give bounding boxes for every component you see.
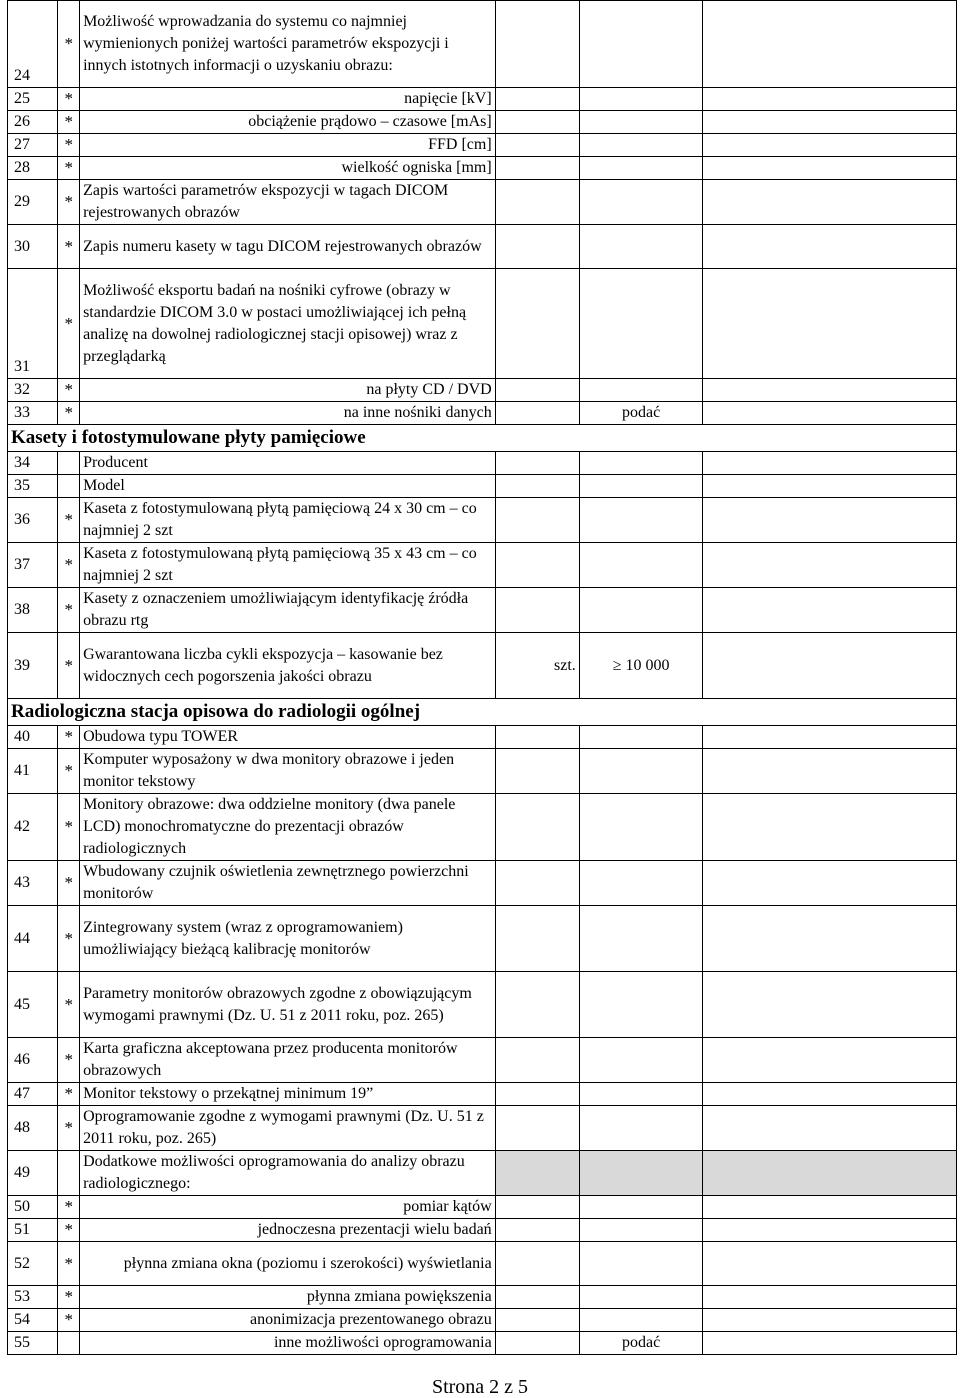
row-number: 50 [8,1196,58,1219]
offered-parameter-cell [703,1286,957,1309]
unit-cell [495,157,579,180]
value-cell [579,1309,703,1332]
value-cell [579,726,703,749]
table-row [8,269,957,379]
value-cell [579,498,703,543]
value-cell [579,794,703,861]
required-mark: * [58,498,80,543]
row-number: 53 [8,1286,58,1309]
unit-cell [495,861,579,906]
row-number: 42 [8,794,58,861]
unit-cell [495,972,579,1038]
table-row [8,134,957,157]
value-cell [579,749,703,794]
row-description: Kaseta z fotostymulowaną płytą pamięciową 24 x 30 cm – co najmniej 2 szt [80,498,496,543]
offered-parameter-cell [703,498,957,543]
unit-cell [495,1151,579,1196]
unit-cell [495,180,579,225]
unit-cell [495,402,579,425]
offered-parameter-cell [703,1219,957,1242]
row-description: napięcie [kV] [80,88,496,111]
row-description: Gwarantowana liczba cykli ekspozycja – kasowanie bez widocznych cech pogorszenia jakości obrazu [80,633,496,699]
table-row [8,1242,957,1286]
row-description: na płyty CD / DVD [80,379,496,402]
unit-cell [495,1286,579,1309]
unit-cell [495,1196,579,1219]
row-description: Kasety z oznaczeniem umożliwiającym identyfikację źródła obrazu rtg [80,588,496,633]
value-cell [579,475,703,498]
value-cell [579,452,703,475]
section-title: Kasety i fotostymulowane płyty pamięciowe [8,425,957,452]
offered-parameter-cell [703,588,957,633]
row-description: Dodatkowe możliwości oprogramowania do analizy obrazu radiologicznego: [80,1151,496,1196]
row-description: FFD [cm] [80,134,496,157]
unit-cell [495,1242,579,1286]
offered-parameter-cell [703,1106,957,1151]
value-cell [579,1151,703,1196]
required-mark: * [58,543,80,588]
section-header-row [8,699,957,726]
row-number: 31 [8,269,58,379]
table-row [8,180,957,225]
unit-cell [495,225,579,269]
required-mark: * [58,180,80,225]
value-cell [579,134,703,157]
row-description: Oprogramowanie zgodne z wymogami prawnymi (Dz. U. 51 z 2011 roku, poz. 265) [80,1106,496,1151]
table-row [8,588,957,633]
offered-parameter-cell [703,88,957,111]
row-number: 32 [8,379,58,402]
required-mark: * [58,1242,80,1286]
unit-cell [495,1106,579,1151]
value-cell [579,1286,703,1309]
section-title: Radiologiczna stacja opisowa do radiologii ogólnej [8,699,957,726]
table-row [8,379,957,402]
row-description: pomiar kątów [80,1196,496,1219]
row-description: Producent [80,452,496,475]
row-number: 33 [8,402,58,425]
offered-parameter-cell [703,633,957,699]
required-mark: * [58,379,80,402]
unit-cell [495,1332,579,1355]
row-description: Wbudowany czujnik oświetlenia zewnętrznego powierzchni monitorów [80,861,496,906]
offered-parameter-cell [703,543,957,588]
required-mark: * [58,225,80,269]
row-description: płynna zmiana powiększenia [80,1286,496,1309]
row-number: 48 [8,1106,58,1151]
table-row [8,749,957,794]
row-number: 45 [8,972,58,1038]
unit-cell [495,498,579,543]
required-mark [58,475,80,498]
required-mark: * [58,726,80,749]
required-mark: * [58,1106,80,1151]
offered-parameter-cell [703,111,957,134]
offered-parameter-cell [703,1,957,88]
row-description: Zapis numeru kasety w tagu DICOM rejestrowanych obrazów [80,225,496,269]
value-cell [579,111,703,134]
table-row [8,1151,957,1196]
offered-parameter-cell [703,1332,957,1355]
table-row [8,1219,957,1242]
required-mark: * [58,1309,80,1332]
value-cell [579,861,703,906]
value-cell [579,1242,703,1286]
value-cell: podać [579,402,703,425]
row-description: Możliwość eksportu badań na nośniki cyfrowe (obrazy w standardzie DICOM 3.0 w postaci umożliwiającej ich pełną analizę na dowolnej radiologicznej stacji opisowej) wraz z przeglądarką [80,269,496,379]
offered-parameter-cell [703,225,957,269]
required-mark: * [58,1196,80,1219]
table-row [8,498,957,543]
required-mark: * [58,134,80,157]
required-mark: * [58,269,80,379]
table-row [8,906,957,972]
unit-cell [495,588,579,633]
page-number: Strona 2 z 5 [431,1376,529,1398]
unit-cell [495,1038,579,1083]
value-cell [579,269,703,379]
unit-cell [495,726,579,749]
row-number: 28 [8,157,58,180]
table-row [8,452,957,475]
required-mark: * [58,111,80,134]
offered-parameter-cell [703,861,957,906]
row-number: 34 [8,452,58,475]
value-cell [579,225,703,269]
unit-cell [495,1309,579,1332]
row-description: Kaseta z fotostymulowaną płytą pamięciową 35 x 43 cm – co najmniej 2 szt [80,543,496,588]
required-mark [58,1151,80,1196]
table-row [8,1,957,88]
table-row [8,972,957,1038]
table-row [8,1309,957,1332]
row-number: 46 [8,1038,58,1083]
required-mark: * [58,588,80,633]
value-cell [579,379,703,402]
row-number: 29 [8,180,58,225]
row-number: 30 [8,225,58,269]
value-cell [579,1083,703,1106]
value-cell [579,588,703,633]
value-cell [579,972,703,1038]
value-cell [579,88,703,111]
offered-parameter-cell [703,1309,957,1332]
unit-cell [495,1083,579,1106]
unit-cell [495,794,579,861]
table-row [8,633,957,699]
value-cell [579,1106,703,1151]
row-number: 54 [8,1309,58,1332]
row-number: 49 [8,1151,58,1196]
unit-cell [495,1,579,88]
offered-parameter-cell [703,379,957,402]
required-mark: * [58,633,80,699]
unit-cell [495,1219,579,1242]
required-mark: * [58,1083,80,1106]
specification-table [7,0,957,1355]
required-mark: * [58,1219,80,1242]
row-description: wielkość ogniska [mm] [80,157,496,180]
row-description: Możliwość wprowadzania do systemu co najmniej wymienionych poniżej wartości parametrów ekspozycji i innych istotnych informacji o uzyskaniu obrazu: [80,1,496,88]
required-mark: * [58,157,80,180]
required-mark: * [58,749,80,794]
row-number: 55 [8,1332,58,1355]
table-row [8,794,957,861]
unit-cell [495,543,579,588]
row-number: 41 [8,749,58,794]
required-mark: * [58,88,80,111]
unit-cell [495,134,579,157]
row-number: 37 [8,543,58,588]
row-number: 26 [8,111,58,134]
offered-parameter-cell [703,1196,957,1219]
unit-cell [495,379,579,402]
offered-parameter-cell [703,972,957,1038]
value-cell [579,543,703,588]
row-description: jednoczesna prezentacji wielu badań [80,1219,496,1242]
row-number: 47 [8,1083,58,1106]
required-mark: * [58,1038,80,1083]
table-row [8,1106,957,1151]
row-number: 25 [8,88,58,111]
row-description: Model [80,475,496,498]
offered-parameter-cell [703,1151,957,1196]
row-description: Parametry monitorów obrazowych zgodne z obowiązującym wymogami prawnymi (Dz. U. 51 z 2011 roku, poz. 265) [80,972,496,1038]
table-row [8,1083,957,1106]
value-cell [579,180,703,225]
row-description: Obudowa typu TOWER [80,726,496,749]
table-row [8,1332,957,1355]
row-number: 44 [8,906,58,972]
offered-parameter-cell [703,475,957,498]
required-mark: * [58,906,80,972]
value-cell: podać [579,1332,703,1355]
row-number: 36 [8,498,58,543]
offered-parameter-cell [703,402,957,425]
offered-parameter-cell [703,1242,957,1286]
required-mark: * [58,1286,80,1309]
row-description: na inne nośniki danych [80,402,496,425]
required-mark: * [58,972,80,1038]
value-cell: ≥ 10 000 [579,633,703,699]
row-number: 38 [8,588,58,633]
offered-parameter-cell [703,1038,957,1083]
row-number: 40 [8,726,58,749]
value-cell [579,1,703,88]
unit-cell [495,475,579,498]
offered-parameter-cell [703,726,957,749]
offered-parameter-cell [703,794,957,861]
offered-parameter-cell [703,157,957,180]
table-row [8,1196,957,1219]
value-cell [579,157,703,180]
offered-parameter-cell [703,1083,957,1106]
row-description: inne możliwości oprogramowania [80,1332,496,1355]
required-mark: * [58,861,80,906]
row-description: Zintegrowany system (wraz z oprogramowaniem) umożliwiający bieżącą kalibrację monitorów [80,906,496,972]
row-description: płynna zmiana okna (poziomu i szerokości) wyświetlania [80,1242,496,1286]
table-row [8,475,957,498]
unit-cell [495,88,579,111]
row-description: anonimizacja prezentowanego obrazu [80,1309,496,1332]
unit-cell [495,749,579,794]
offered-parameter-cell [703,749,957,794]
required-mark [58,1332,80,1355]
row-number: 27 [8,134,58,157]
offered-parameter-cell [703,906,957,972]
table-row [8,88,957,111]
table-row [8,157,957,180]
row-description: Monitor tekstowy o przekątnej minimum 19” [80,1083,496,1106]
offered-parameter-cell [703,180,957,225]
offered-parameter-cell [703,134,957,157]
table-row [8,225,957,269]
row-number: 24 [8,1,58,88]
unit-cell [495,111,579,134]
table-row [8,111,957,134]
unit-cell [495,452,579,475]
table-row [8,543,957,588]
required-mark [58,452,80,475]
unit-cell: szt. [495,633,579,699]
section-header-row [8,425,957,452]
value-cell [579,1196,703,1219]
table-row [8,1038,957,1083]
value-cell [579,1038,703,1083]
row-description: Komputer wyposażony w dwa monitory obrazowe i jeden monitor tekstowy [80,749,496,794]
table-row [8,402,957,425]
row-description: Zapis wartości parametrów ekspozycji w tagach DICOM rejestrowanych obrazów [80,180,496,225]
table-row [8,726,957,749]
table-row [8,1286,957,1309]
row-number: 51 [8,1219,58,1242]
row-number: 35 [8,475,58,498]
required-mark: * [58,1,80,88]
required-mark: * [58,402,80,425]
row-number: 39 [8,633,58,699]
row-description: Monitory obrazowe: dwa oddzielne monitory (dwa panele LCD) monochromatyczne do prezentacji obrazów radiologicznych [80,794,496,861]
unit-cell [495,906,579,972]
offered-parameter-cell [703,269,957,379]
row-number: 52 [8,1242,58,1286]
value-cell [579,906,703,972]
offered-parameter-cell [703,452,957,475]
unit-cell [495,269,579,379]
table-row [8,861,957,906]
row-number: 43 [8,861,58,906]
row-description: Karta graficzna akceptowana przez producenta monitorów obrazowych [80,1038,496,1083]
required-mark: * [58,794,80,861]
row-description: obciążenie prądowo – czasowe [mAs] [80,111,496,134]
value-cell [579,1219,703,1242]
